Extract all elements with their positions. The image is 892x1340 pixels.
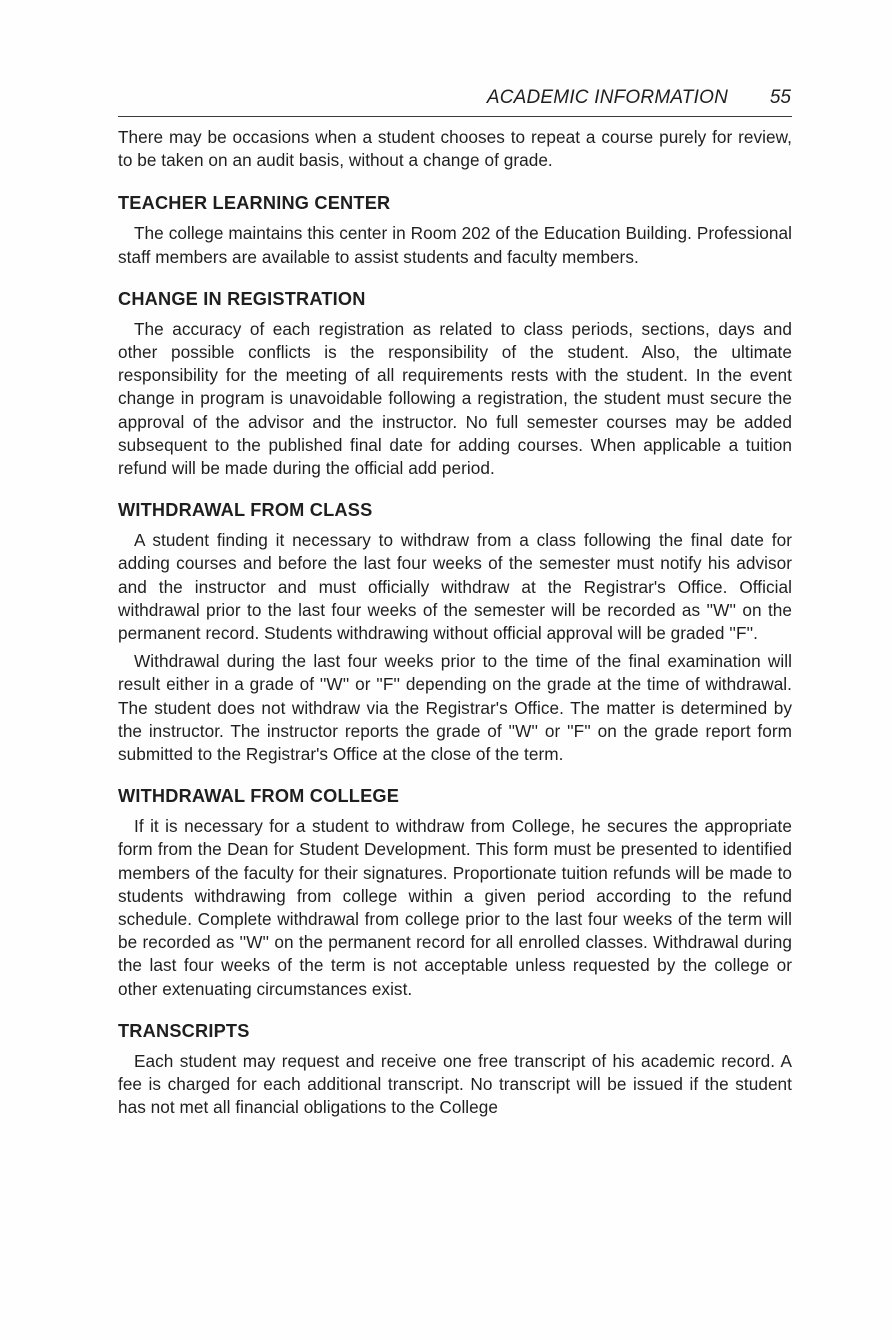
body-paragraph: A student finding it necessary to withdraw from a class following the final date for adding courses and before the last four weeks of the semester must notify his advisor and the instructor and must officially withdraw at the Registrar's Office. Official withdrawal prior to the last four weeks of the semester will be recorded as ''W'' on the permanent record. Students withdrawing without official approval will be graded ''F''. <box>118 530 792 644</box>
body-paragraph: The accuracy of each registration as related to class periods, sections, days and other possible conflicts is the responsibility of the student. Also, the ultimate responsibility for the meeting of all requirements rests with the student. In the event change in program is unavoidable following a registration, the student must secure the approval of the advisor and the instructor. No full semester courses may be added subsequent to the published final date for adding courses. When applicable a tuition refund will be made during the official add period. <box>118 318 792 479</box>
section-withdrawal-from-college <box>118 784 792 1001</box>
page-number: 55 <box>769 87 791 108</box>
section-heading: CHANGE IN REGISTRATION <box>118 288 366 309</box>
section-change-in-registration <box>118 287 792 480</box>
section-withdrawal-from-class <box>118 498 792 766</box>
section-heading: WITHDRAWAL FROM CLASS <box>118 500 373 521</box>
running-title: ACADEMIC INFORMATION <box>486 87 728 108</box>
intro-paragraph: There may be occasions when a student chooses to repeat a course purely for review, to be taken on an audit basis, without a change of grade. <box>118 127 792 171</box>
body-paragraph: Withdrawal during the last four weeks prior to the time of the final examination will result either in a grade of ''W'' or ''F'' depending on the grade at the time of withdrawal. The student does not withdraw via the Registrar's Office. The matter is determined by the instructor. The instructor reports the grade of ''W'' or ''F'' on the grade report form submitted to the Registrar's Office at the close of the term. <box>118 651 792 765</box>
section-heading: TRANSCRIPTS <box>118 1020 250 1041</box>
section-teacher-learning-center <box>118 191 792 268</box>
section-heading: TEACHER LEARNING CENTER <box>118 193 391 214</box>
running-header <box>118 86 792 117</box>
body-paragraph: Each student may request and receive one free transcript of his academic record. A fee is charged for each additional transcript. No transcript will be issued if the student has not met all financial obligations to the College <box>118 1050 792 1118</box>
page-content <box>118 126 792 1138</box>
section-heading: WITHDRAWAL FROM COLLEGE <box>118 786 400 807</box>
body-paragraph: If it is necessary for a student to withdraw from College, he secures the appropriate form from the Dean for Student Development. This form must be presented to identified members of the faculty for their signatures. Proportionate tuition refunds will be made to students withdrawing from college within a given period according to the refund schedule. Complete withdrawal from college prior to the last four weeks of the term will be recorded as ''W'' on the permanent record for all enrolled classes. Withdrawal during the last four weeks of the term is not acceptable unless requested by the college or other extenuating circumstances exist. <box>118 816 792 999</box>
body-paragraph: The college maintains this center in Room 202 of the Education Building. Professional staff members are available to assist students and faculty members. <box>118 223 792 267</box>
section-transcripts <box>118 1019 792 1120</box>
